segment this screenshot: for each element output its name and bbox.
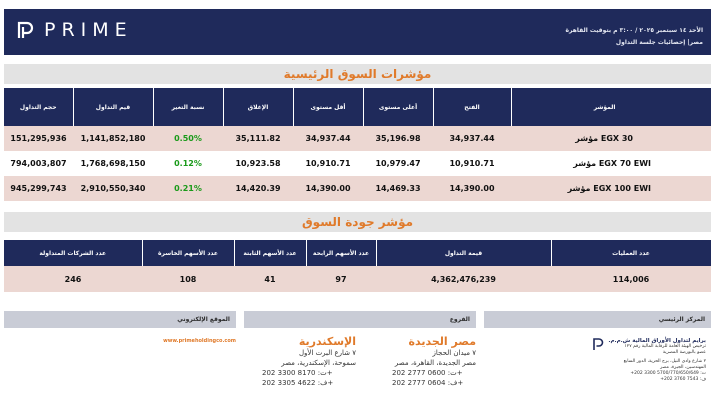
- col-unchanged: عدد الأسهم الثابتة: [234, 240, 306, 266]
- col-losers: عدد الأسهم الخاسرة: [142, 240, 234, 266]
- cell-value: 2,910,550,340: [73, 176, 153, 201]
- brand-logo: [16, 19, 133, 41]
- col-gainers: عدد الأسهم الرابحة: [306, 240, 376, 266]
- branch-address-line: سموحة، الإسكندرية، مصر: [281, 359, 356, 367]
- cell-open: 34,937.44: [433, 126, 511, 151]
- hq-address-line: ٢ شارع وادي النيل، برج الحرية، الدور السابع: [623, 359, 706, 364]
- cell-value: 1,141,852,180: [73, 126, 153, 151]
- col-trade-value: قيمة التداول: [376, 240, 551, 266]
- branch-address-line: مصر الجديدة، القاهرة، مصر: [394, 359, 476, 367]
- cell-transactions: 114,006: [551, 266, 711, 292]
- session-date: الأحد ١٤ سبتمبر ٢٠٢٥ / ٣:٠٠ م بتوقيت القاهرة: [565, 27, 703, 34]
- branch-fax: ف: 4622 3305 202+: [262, 379, 334, 387]
- hq-details: [484, 338, 706, 383]
- cell-open: 10,910.71: [433, 151, 511, 176]
- cell-index-name: مؤشر EGX 100 EWI: [511, 176, 711, 201]
- main-indices-header-row: [4, 88, 711, 126]
- table-row: [4, 126, 711, 151]
- hq-membership: عضو بالبورصة المصرية: [662, 350, 706, 355]
- branch-phone: ت: 0600 2777 202+: [392, 369, 463, 377]
- prime-logo-icon: [16, 20, 36, 40]
- cell-value: 1,768,698,150: [73, 151, 153, 176]
- cell-gainers: 97: [306, 266, 376, 292]
- col-low: أقل مستوى: [293, 88, 363, 126]
- cell-low: 34,937.44: [293, 126, 363, 151]
- cell-close: 14,420.39: [223, 176, 293, 201]
- cell-high: 10,979.47: [363, 151, 433, 176]
- col-open: الفتح: [433, 88, 511, 126]
- cell-change: 0.50%: [153, 126, 223, 151]
- hq-header: المركز الرئيسي: [484, 311, 711, 328]
- col-traded-companies: عدد الشركات المتداولة: [4, 240, 142, 266]
- hq-phone: ت: 5700/770/650/649 3300 202+: [630, 371, 706, 376]
- cell-low: 10,910.71: [293, 151, 363, 176]
- branch-address-line: ٧ ميدان الحجاز: [432, 349, 476, 357]
- col-close: الإغلاق: [223, 88, 293, 126]
- col-value: قيم التداول: [73, 88, 153, 126]
- market-quality-header-row: [4, 240, 711, 266]
- main-indices-title-band: [4, 64, 711, 84]
- header-bar: [4, 9, 711, 55]
- main-indices-table: [4, 88, 712, 201]
- cell-unchanged: 41: [234, 266, 306, 292]
- branch-phone: ت: 8170 3300 202+: [262, 369, 333, 377]
- hq-fax: ف: 7543 3760 202+: [660, 377, 706, 382]
- cell-open: 14,390.00: [433, 176, 511, 201]
- cell-volume: 794,003,807: [4, 151, 73, 176]
- branch-fax: ف: 0604 2777 202+: [392, 379, 464, 387]
- cell-trade-value: 4,362,476,239: [376, 266, 551, 292]
- cell-high: 14,469.33: [363, 176, 433, 201]
- brand-name: PRIME: [44, 19, 133, 41]
- cell-volume: 945,299,743: [4, 176, 73, 201]
- cell-index-name: مؤشر EGX 30: [511, 126, 711, 151]
- col-transactions: عدد العمليات: [551, 240, 711, 266]
- cell-high: 35,196.98: [363, 126, 433, 151]
- main-indices-title: مؤشرات السوق الرئيسية: [283, 67, 432, 81]
- cell-close: 10,923.58: [223, 151, 293, 176]
- website-link[interactable]: www.primeholdingco.com: [163, 338, 236, 344]
- cell-close: 35,111.82: [223, 126, 293, 151]
- table-row: [4, 176, 711, 201]
- branch-alexandria: [244, 335, 356, 388]
- cell-losers: 108: [142, 266, 234, 292]
- table-row: [4, 266, 711, 292]
- cell-traded-companies: 246: [4, 266, 142, 292]
- cell-change: 0.12%: [153, 151, 223, 176]
- col-index: المؤشر: [511, 88, 711, 126]
- cell-low: 14,390.00: [293, 176, 363, 201]
- market-quality-title-band: [4, 212, 711, 232]
- hq-license: ترخيص الهيئة العامة للرقابة المالية رقم ١٢٧: [624, 344, 706, 349]
- cell-index-name: مؤشر EGX 70 EWI: [511, 151, 711, 176]
- branch-city: مصر الجديدة: [408, 335, 476, 348]
- hq-address-line: المهندسين، الجيزة، مصر: [660, 365, 706, 370]
- session-subtitle: مصر| إحصائيات جلسة التداول: [615, 39, 703, 46]
- hq-company: برايم لتداول الأوراق المالية ش.م.م.: [608, 338, 706, 344]
- cell-change: 0.21%: [153, 176, 223, 201]
- branch-city: الإسكندرية: [298, 335, 356, 348]
- branch-heliopolis: [362, 335, 476, 388]
- branches-header: الفروع: [244, 311, 476, 328]
- branch-address-line: ٧ شارع البرت الأول: [298, 349, 356, 357]
- col-change: نسبة التغير: [153, 88, 223, 126]
- cell-volume: 151,295,936: [4, 126, 73, 151]
- market-quality-title: مؤشر جودة السوق: [301, 215, 414, 229]
- table-row: [4, 151, 711, 176]
- website-header: الموقع الإلكتروني: [4, 311, 236, 328]
- market-quality-table: [4, 240, 712, 292]
- col-volume: حجم التداول: [4, 88, 73, 126]
- col-high: أعلى مستوى: [363, 88, 433, 126]
